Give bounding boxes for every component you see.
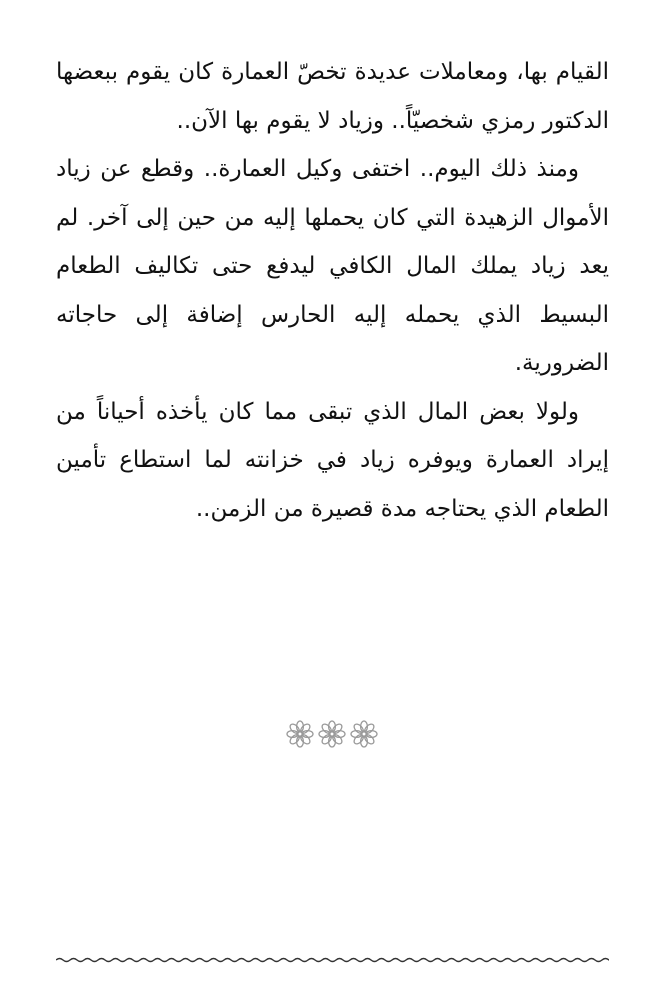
paragraph-remaining-money: ولولا بعض المال الذي تبقى مما كان يأخذه أحياناً من إيراد العمارة ويوفره زياد في خزانته لما استطاع تأمين الطعام الذي يحتاجه مدة قصيرة من الزمن.. [56,398,609,522]
section-ornament [0,712,663,756]
flower-ornament-icon [349,719,379,749]
body-text [56,48,609,533]
paragraph-continuation: القيام بها، ومعاملات عديدة تخصّ العمارة كان يقوم ببعضها الدكتور رمزي شخصيّاً.. وزياد لا يقوم بها الآن.. [56,59,609,134]
wavy-rule-icon [56,950,609,970]
paragraph-since-that-day: ومنذ ذلك اليوم.. اختفى وكيل العمارة.. وقطع عن زياد الأموال الزهيدة التي كان يحملها إليه من حين إلى آخر. لم يعد زياد يملك المال الكافي ليدفع حتى تكاليف الطعام البسيط الذي يحمله إليه الحارس إضافة إلى حاجاته الضرورية. [56,156,609,376]
flower-ornament-icon [317,719,347,749]
flower-ornament-icon [285,719,315,749]
